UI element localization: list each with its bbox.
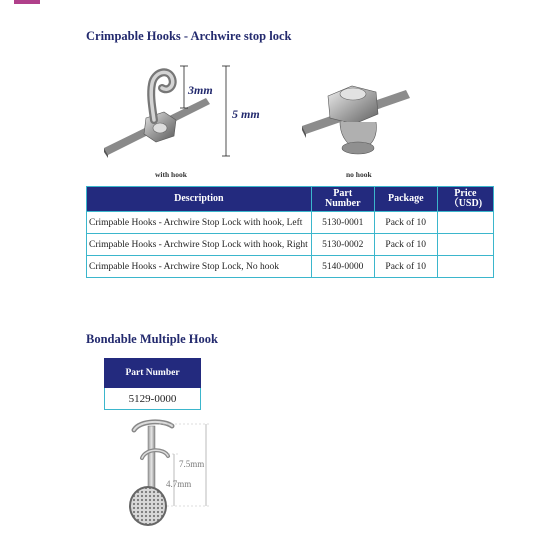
row-part-number: 5140-0000 (311, 256, 374, 278)
row-package: Pack of 10 (374, 212, 437, 234)
header-price-usd (437, 187, 493, 212)
bondable-hook-part-number-table (104, 358, 201, 410)
row-description: Crimpable Hooks - Archwire Stop Lock, No hook (87, 256, 312, 278)
crimpable-hooks-price-table (86, 186, 494, 278)
header-package: Package (374, 187, 437, 212)
section-title-bondable-multiple-hook: Bondable Multiple Hook (86, 332, 218, 346)
caption-with-hook: with hook (155, 170, 187, 179)
section-title-crimpable-hooks: Crimpable Hooks - Archwire stop lock (86, 29, 292, 43)
table-row (87, 212, 494, 234)
dimension-label-4-7mm: 4.7mm (166, 479, 192, 489)
part-number-value: 5129-0000 (105, 388, 201, 410)
header-description: Description (87, 187, 312, 212)
dimension-label-7-5mm: 7.5mm (179, 459, 205, 469)
caption-no-hook: no hook (346, 170, 372, 179)
row-price (437, 212, 493, 234)
row-part-number: 5130-0001 (311, 212, 374, 234)
table-row (87, 256, 494, 278)
table-header-row (87, 187, 494, 212)
crimpable-stop-lock-no-hook-illustration (300, 70, 412, 160)
row-price (437, 256, 493, 278)
bondable-multiple-hook-illustration (124, 418, 224, 530)
header-price-currency: （USD) (448, 198, 483, 209)
row-part-number: 5130-0002 (311, 234, 374, 256)
header-part-number: Part Number (311, 187, 374, 212)
corner-accent-tab (14, 0, 40, 4)
crimpable-hook-with-hook-illustration (96, 58, 246, 166)
row-package: Pack of 10 (374, 256, 437, 278)
row-description: Crimpable Hooks - Archwire Stop Lock with hook, Right (87, 234, 312, 256)
row-package: Pack of 10 (374, 234, 437, 256)
table-row (87, 234, 494, 256)
dimension-label-3mm: 3mm (188, 83, 213, 97)
row-price (437, 234, 493, 256)
header-part-number: Part Number (105, 359, 201, 388)
header-price-label: Price (454, 188, 477, 199)
dimension-label-5mm: 5 mm (232, 107, 260, 121)
row-description: Crimpable Hooks - Archwire Stop Lock with hook, Left (87, 212, 312, 234)
